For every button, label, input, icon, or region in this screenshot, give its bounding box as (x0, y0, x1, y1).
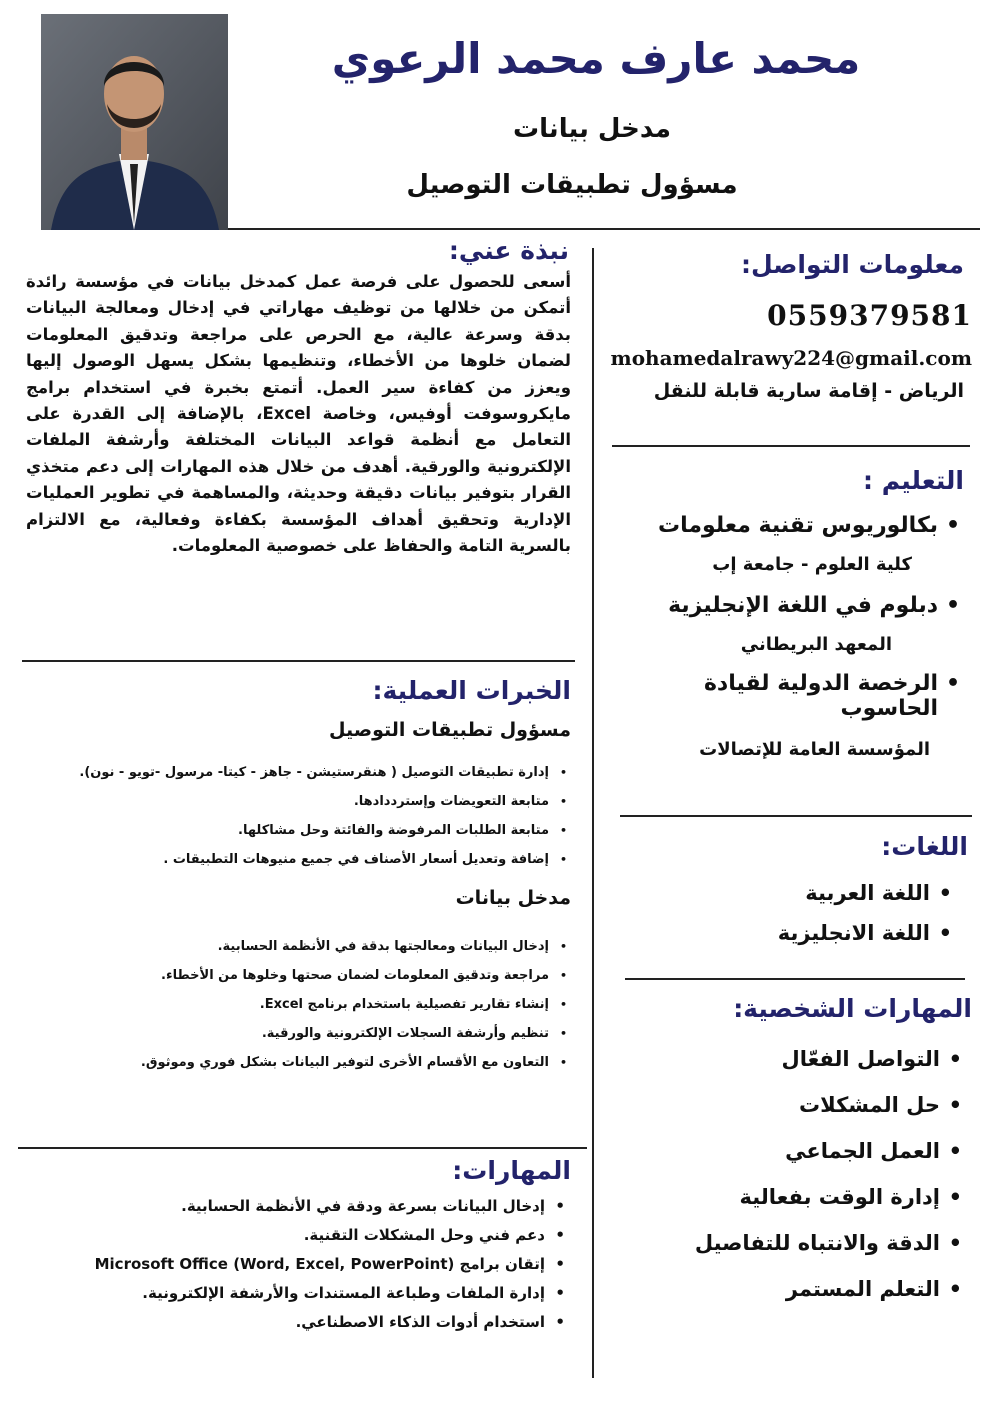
job-task: • إدارة تطبيقات التوصيل ( هنقرستيشن - جاهز - كيتا- مرسول -تويو - نون). (26, 765, 567, 780)
skill-item: • إدخال البيانات بسرعة ودقة في الأنظمة الحسابية. (26, 1197, 565, 1215)
personal-skill-item: • التواصل الفعّال (602, 1047, 962, 1071)
skill-item: • استخدام أدوات الذكاء الاصطناعي. (26, 1313, 565, 1331)
full-name: محمد عارف محمد الرعوي (331, 34, 861, 83)
education-section (602, 466, 972, 760)
job-task: • إدخال البيانات ومعالجتها بدقة في الأنظمة الحسابية. (26, 939, 567, 954)
about-text: أسعى للحصول على فرصة عمل كمدخل بيانات في مؤسسة رائدة أتمكن من خلالها من توظيف مهاراتي في إدخال ومعالجة البيانات بدقة وسرعة عالية، مع الحرص على مراجعة وتدقيق المعلومات لضمان خلوها من الأخطاء، وتنظيمها بشكل يسهل الوصول إليها ويعزز من كفاءة سير العمل. أتمتع بخبرة في استخدام برامج مايكروسوفت أوفيس، وخاصة Excel، بالإضافة إلى القدرة على التعامل مع أنظمة قواعد البيانات المختلفة وأرشفة الملفات الإلكترونية والورقية. أهدف من خلال هذه المهارات إلى دعم متخذي القرار بتوفير بيانات دقيقة وحديثة، والمساهمة في تطوير العمليات الإدارية وتحقيق أهداف المؤسسة بكفاءة وفعالية، مع الالتزام بالسرية التامة والحفاظ على خصوصية المعلومات. (26, 272, 571, 556)
personal-skill-item: • إدارة الوقت بفعالية (602, 1185, 962, 1209)
languages-section (602, 832, 972, 945)
job-title: مدخل بيانات (455, 887, 571, 909)
header-divider (228, 228, 980, 230)
about-divider (22, 660, 575, 662)
skills-section (26, 1156, 571, 1342)
phone-number: 0559379581 (767, 299, 972, 332)
column-divider (592, 248, 594, 1378)
job-title-2: مسؤول تطبيقات التوصيل (406, 170, 738, 200)
education-item: • بكالوريوس تقنية معلومات (602, 513, 960, 538)
about-title: نبذة عني: (448, 236, 569, 265)
personal-skill-item: • حل المشكلات (602, 1093, 962, 1117)
skill-item: • دعم فني وحل المشكلات التقنية. (26, 1226, 565, 1244)
job-task: • التعاون مع الأقسام الأخرى لتوفير البيانات بشكل فوري وموثوق. (26, 1055, 567, 1070)
education-title: التعليم : (863, 466, 964, 495)
job-title-1: مدخل بيانات (513, 114, 671, 144)
job-task: • مراجعة وتدقيق المعلومات لضمان صحتها وخلوها من الأخطاء. (26, 968, 567, 983)
skill-item: • إدارة الملفات وطباعة المستندات والأرشفة الإلكترونية. (26, 1284, 565, 1302)
education-institution: كلية العلوم - جامعة إب (712, 554, 912, 575)
job-task: • متابعة الطلبات المرفوضة والفائتة وحل مشاكلها. (26, 823, 567, 838)
contact-title: معلومات التواصل: (740, 250, 964, 279)
personal-skill-item: • التعلم المستمر (602, 1277, 962, 1301)
skills-title: المهارات: (452, 1156, 571, 1185)
profile-photo (41, 14, 228, 230)
personal-skills-section (602, 994, 972, 1301)
language-item: • اللغة الانجليزية (602, 921, 952, 945)
education-item: • دبلوم في اللغة الإنجليزية (602, 593, 960, 618)
personal-skill-item: • العمل الجماعي (602, 1139, 962, 1163)
education-institution: المؤسسة العامة للإتصالات (699, 739, 930, 760)
contact-divider (612, 445, 970, 447)
job-task: • تنظيم وأرشفة السجلات الإلكترونية والورقية. (26, 1026, 567, 1041)
personal-skill-item: • الدقة والانتباه للتفاصيل (602, 1231, 962, 1255)
personal-skills-title: المهارات الشخصية: (733, 994, 972, 1023)
contact-section (602, 250, 972, 402)
job-task: • إنشاء تقارير تفصيلية باستخدام برنامج Excel. (26, 997, 567, 1012)
experience-section (26, 676, 571, 1084)
experience-title: الخبرات العملية: (372, 676, 571, 705)
languages-divider (625, 978, 965, 980)
job-task: • متابعة التعويضات وإسترددادها. (26, 794, 567, 809)
job-title: مسؤول تطبيقات التوصيل (329, 719, 571, 741)
experience-divider (18, 1147, 587, 1149)
location-text: الرياض - إقامة سارية قابلة للنقل (653, 380, 964, 402)
education-institution: المعهد البريطاني (740, 634, 892, 655)
email-address: mohamedalrawy224@gmail.com (610, 346, 972, 370)
about-section (26, 236, 571, 559)
language-item: • اللغة العربية (602, 881, 952, 905)
education-divider (620, 815, 972, 817)
languages-title: اللغات: (881, 832, 968, 861)
education-item: • الرخصة الدولية لقيادة الحاسوب (602, 671, 960, 721)
job-task: • إضافة وتعديل أسعار الأصناف في جميع منيوهات التطبيقات . (26, 852, 567, 867)
skill-item: • إتقان برامج (Microsoft Office (Word, Excel, PowerPoint (26, 1255, 565, 1273)
